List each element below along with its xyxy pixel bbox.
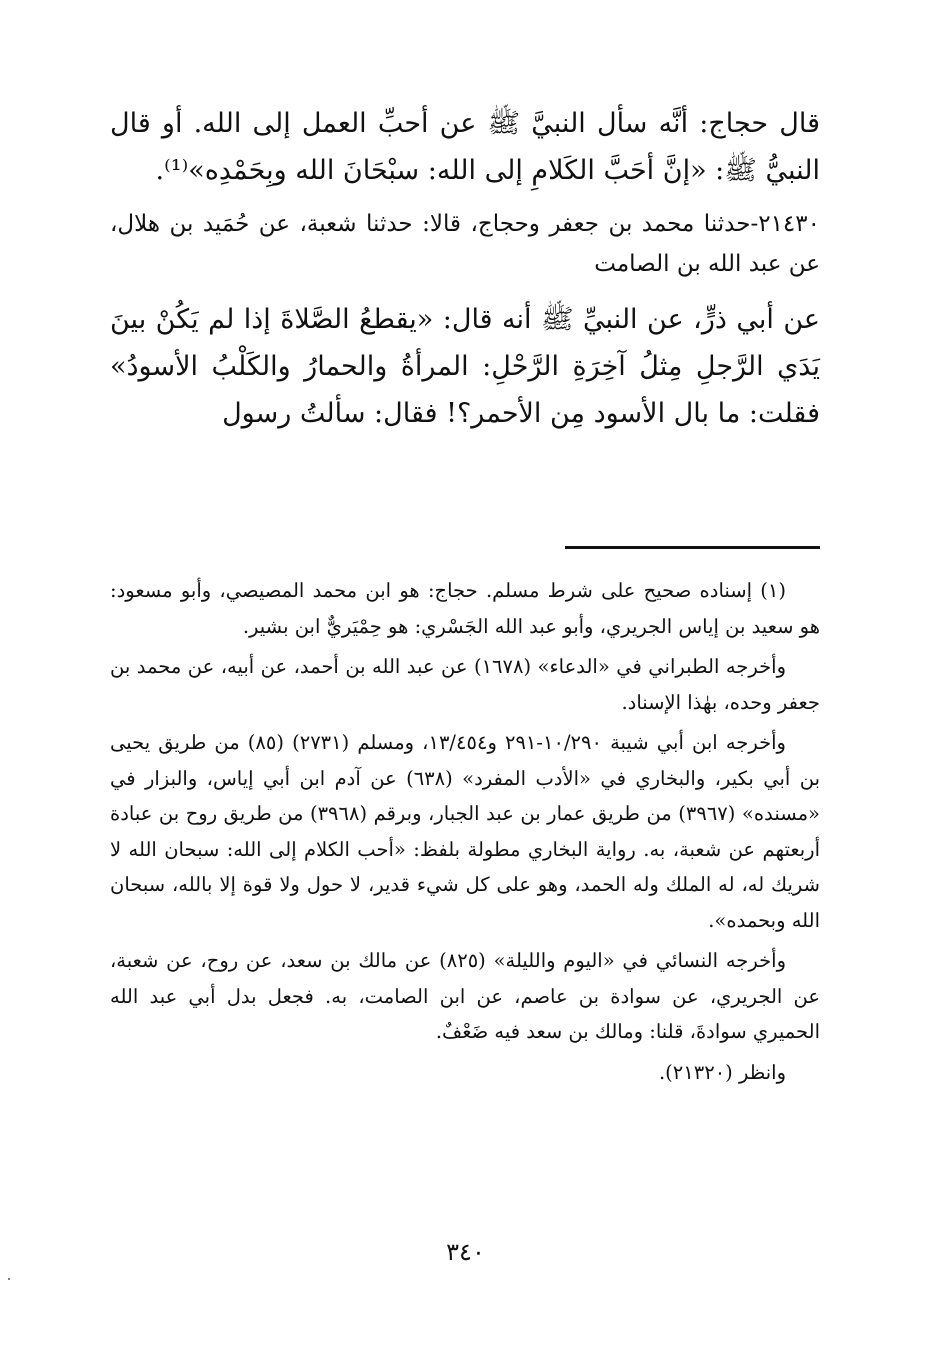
footnote-paragraph: وانظر (٢١٣٢٠). [658,1060,786,1084]
footnotes [110,573,820,1095]
main-text [110,100,820,437]
hadith-text-continued: قال حجاج: أنَّه سأل النبيَّ ﷺ عن أحبِّ العمل إلى الله. أو قال النبيُّ ﷺ: «إنَّ أحَبَّ الكَلامِ إلى الله: سبْحَانَ الله وبِحَمْدِه»⁽¹⁾. [110,108,820,186]
footnote-paragraph: وأخرجه ابن أبي شيبة ١٠/٢٩٠-٢٩١ و١٣/٤٥٤، ومسلم (٢٧٣١) (٨٥) من طريق يحيى بن أبي بكير، والبخاري في «الأدب المفرد» (٦٣٨) عن آدم ابن أبي إياس، والبزار في «مسنده» (٣٩٦٧) من طريق عمار بن عبد الجبار، وبرقم (٣٩٦٨) من طريق روح بن عبادة أربعتهم عن شعبة، به. رواية البخاري مطولة بلفظ: «أحب الكلام إلى الله: سبحان الله لا شريك له، له الملك وله الحمد، وهو على كل شيء قدير، لا حول ولا قوة إلا بالله، سبحان الله وبحمده». [110,731,820,932]
hadith-text: عن أبي ذرٍّ، عن النبيِّ ﷺ أنه قال: «يقطعُ الصَّلاةَ إذا لم يَكُنْ بينَ يَدَي الرَّجلِ مِثلُ آخِرَةِ الرَّحْلِ: المرأةُ والحمارُ والكَلْبُ الأسودُ» فقلت: ما بال الأسود مِن الأحمر؟! فقال: سألتُ رسول [110,304,820,429]
footnote-separator [565,546,820,549]
footnote-paragraph: وأخرجه النسائي في «اليوم والليلة» (٨٢٥) عن مالك بن سعد، عن روح، عن شعبة، عن الجريري، عن سوادة بن عاصم، عن ابن الصامت، به. فجعل بدل أبي عبد الله الحميري سوادةَ، قلنا: ومالك بن سعد فيه ضَعْفٌ. [110,949,820,1043]
isnad-text: -حدثنا محمد بن جعفر وحجاج، قالا: حدثنا شعبة، عن حُمَيد بن هلال، عن عبد الله بن الصامت [110,211,820,277]
hadith-isnad [110,204,820,284]
page-number: ٣٤٠ [446,1238,485,1266]
footnote-paragraph: (١) إسناده صحيح على شرط مسلم. حجاج: هو ابن محمد المصيصي، وأبو مسعود: هو سعيد بن إياس الجريري، وأبو عبد الله الجَسْري: هو حِمْيَريٌّ ابن بشير. [110,579,820,638]
scan-speck [8,1278,10,1280]
hadith-number: ٢١٤٣٠ [758,211,820,237]
footnote-paragraph: وأخرجه الطبراني في «الدعاء» (١٦٧٨) عن عبد الله بن أحمد، عن أبيه، عن محمد بن جعفر وحده، بهٰذا الإسناد. [110,655,820,714]
